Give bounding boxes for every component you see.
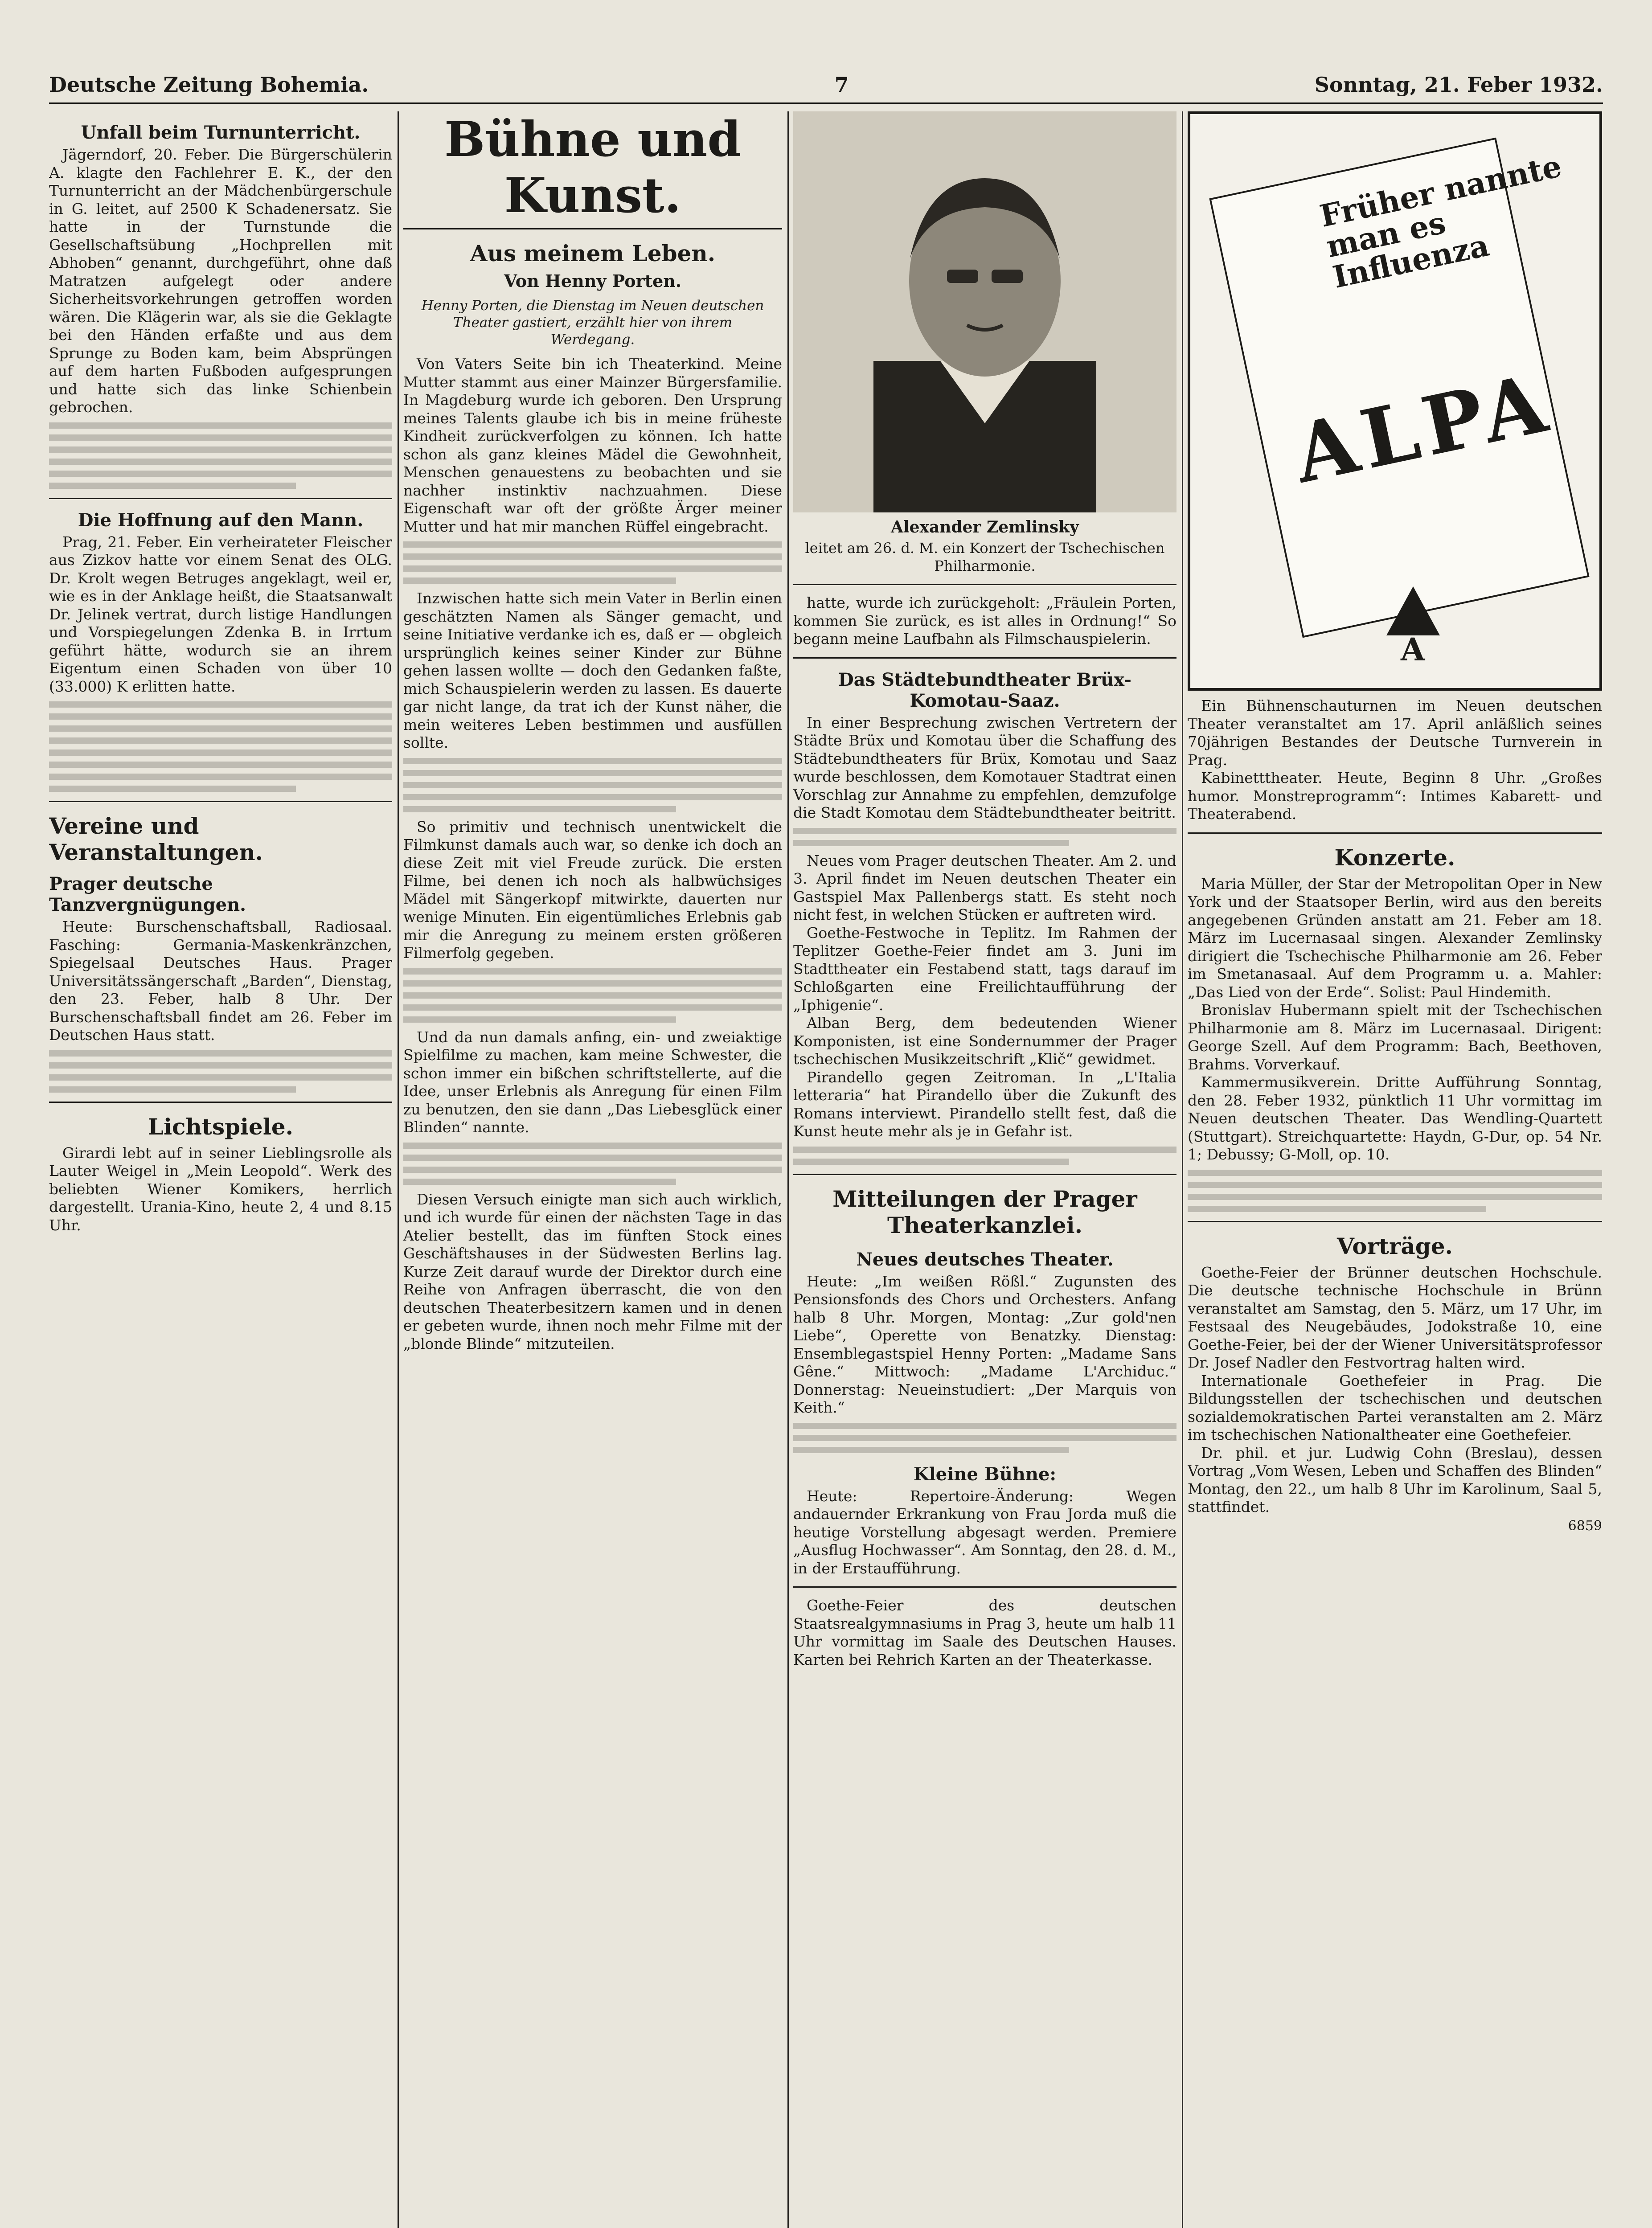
section-heading-mitteilungen: Mitteilungen der Prager Theaterkanzlei. [832,1185,1137,1238]
lecture-item: Dr. phil. et jur. Ludwig Cohn (Breslau), dessen Vortrag „Vom Wesen, Leben und Schaffen des Blinden“ Montag, den 22., um halb 8 Uhr im Karolinum, Saal 5, stattfindet. [1188,1444,1602,1515]
text-line [49,483,296,489]
text-line [403,1016,676,1023]
article-text-vereine: Heute: Burschenschaftsball, Radiosaal. Fasching: Germania-Maskenkränzchen, Spiegelsaal Deutsches Haus. Prager Universitätssängerschaft „Barden“, Dienstag, den 23. Feber, halb 8 Uhr. Der Burschenschaftsball findet am 26. Feber im Deutschen Haus statt. [49,918,392,1044]
concert-item: Maria Müller, der Star der Metropolitan Oper in New York und der Staatsoper Berlin, wird aus den bereits angegebenen Gründen anstatt am 21. Feber am 18. März im Lucernasaal singen. Alexander Zemlinsky dirigiert die Tschechische Philharmonie am 26. Feber im Smetanasaal. Auf dem Programm u. a. Mahler: „Das Lied von der Erde“. Solist: Paul Hindemith. [1188,875,1602,1001]
text-line [403,992,782,999]
ad-logo-icon [1386,586,1440,635]
advertisement [1188,111,1602,691]
issue-date: Sonntag, 21. Feber 1932. [1314,73,1603,97]
text-line [403,541,782,548]
text-line [403,758,782,764]
divider [49,801,392,802]
divider [49,498,392,499]
text-line [49,1062,392,1069]
text-line [49,713,392,720]
text-line [793,840,1069,846]
column-rule [1182,111,1183,2228]
text-line [403,1143,782,1149]
portrait-photo [793,111,1176,512]
text-line [793,1159,1069,1165]
text-line [49,1086,296,1093]
article-paragraph: Und da nun damals anfing, ein- und zweiaktige Spielfilme zu machen, kam meine Schwester, die schon immer ein bißchen schriftstellerte, auf die Idee, unser Erlebnis als Anregung für einen Film zu benutzen, den sie dann „Das Liebesglück einer Blinden“ nannte. [403,1028,782,1136]
text-line [1188,1182,1602,1188]
article-text-hoffnung: Prag, 21. Feber. Ein verheirateter Fleischer aus Zizkov hatte vor einem Senat des OLG. Dr. Krolt wegen Betruges angeklagt, weil er, wie es in der Anklage heißt, die Staatsanwalt Dr. Jelinek vertrat, durch listige Handlungen und Vorspiegelungen Zdenka B. in Irrtum geführt hätte, wodurch sie an ihrem Eigentum einen Schaden von über 10 (33.000) K erlitten hatte. [49,533,392,695]
divider [793,1174,1176,1175]
news-item: Goethe-Feier des deutschen Staatsrealgymnasiums in Prag 3, heute um halb 11 Uhr vormittag im Saale des Deutschen Hauses. Karten bei Rehrich Karten an der Theaterkasse. [793,1597,1176,1668]
section-heading-lichtspiele: Lichtspiele. [148,1113,294,1140]
concert-item: Kammermusikverein. Dritte Aufführung Sonntag, den 28. Feber 1932, pünktlich 11 Uhr vormittag im Neuen deutschen Theater. Das Wendling-Quartett (Stuttgart). Streichquartette: Haydn, G-Dur, op. 54 Nr. 1; Debussy; G-Moll, op. 10. [1188,1073,1602,1163]
text-line [403,980,782,987]
text-line [403,1179,676,1185]
text-line [49,786,296,792]
text-line [403,806,676,812]
article-paragraph: Diesen Versuch einigte man sich auch wirklich, und ich wurde für einen der nächsten Tage in das Atelier bestellt, das im fünften Stock eines Geschäftshauses in der Südwesten Berlins lag. Kurze Zeit darauf wurde der Direktor durch eine Reihe von Anfragen überrascht, die von den deutschen Theaterbesitzern kamen und in denen er gebeten wurde, ihnen noch mehr Filme mit der „blonde Blinde“ mitzuteilen. [403,1190,782,1352]
subheading-kleine-buehne: Kleine Bühne: [913,1463,1057,1485]
text-line [403,770,782,776]
text-line [49,459,392,465]
news-item: Alban Berg, dem bedeutenden Wiener Komponisten, ist eine Sondernummer der Prager tschechischen Musikzeitschrift „Klič“ gewidmet. [793,1014,1176,1068]
article-heading-hoffnung: Die Hoffnung auf den Mann. [78,509,364,531]
article-heading-staedtebund: Das Städtebundtheater Brüx-Komotau-Saaz. [838,669,1131,711]
column-4 [1188,111,1602,2228]
article-paragraph: Inzwischen hatte sich mein Vater in Berlin einen geschätzten Namen als Sänger gemacht, und seine Initiative verdanke ich es, daß er — obgleich ursprünglich keines seiner Kinder zur Bühne gehen lassen wollte — doch den Gedanken faßte, mich Schauspielerin werden zu lassen. Es dauerte gar nicht lange, da trat ich der Kunst näher, die mein weiteres Leben bestimmen und ausfüllen sollte. [403,590,782,751]
text-line [793,1435,1176,1441]
text-line [49,1050,392,1057]
section-heading-vortraege: Vorträge. [1337,1233,1453,1259]
text-line [49,446,392,453]
article-text-lichtspiele: Girardi lebt auf in seiner Lieblingsrolle als Lauter Weigel in „Mein Leopold“. Werk des beliebten Wiener Komikers, herrlich dargestellt. Urania-Kino, heute 2, 4 und 8.15 Uhr. [49,1144,392,1234]
portrait-image [793,111,1176,512]
text-line [403,968,782,975]
column-1 [49,111,392,2228]
article-heading-unfall: Unfall beim Turnunterricht. [81,122,361,143]
column-rule [787,111,789,2228]
text-line [403,1155,782,1161]
text-line [49,434,392,441]
lecture-item: Goethe-Feier der Brünner deutschen Hochschule. Die deutsche technische Hochschule in Brünn veranstaltet am Samstag, den 5. März, um 17 Uhr, im Festsaal des Neugebäudes, Jodokstraße 10, eine Goethe-Feier, bei der der Wiener Universitätsprofessor Dr. Josef Nadler den Festvortrag halten wird. [1188,1263,1602,1371]
divider [49,1102,392,1103]
ad-reference-number: 6859 [1568,1518,1602,1534]
section-heading-konzerte: Konzerte. [1334,844,1455,871]
text-line [403,1167,782,1173]
subheading-neues-theater: Neues deutsches Theater. [856,1249,1114,1270]
article-text-staedtebund: In einer Besprechung zwischen Vertretern der Städte Brüx und Komotau über die Schaffung des Städtebundtheaters für Brüx, Komotau und Saaz wurde beschlossen, dem Komotauer Stadtrat einen Vorschlag zur Annahme zu empfehlen, demzufolge die Stadt Komotau dem Städtebundtheater beitritt. [793,713,1176,821]
text-line [49,422,392,429]
article-continuation: hatte, wurde ich zurückgeholt: „Fräulein Porten, kommen Sie zurück, es ist alles in Ordnung!“ So begann meine Laufbahn als Filmschauspielerin. [793,594,1176,647]
text-line [403,565,782,572]
text-line [793,828,1176,834]
article-title: Aus meinem Leben. [470,240,716,266]
news-item: Kabinetttheater. Heute, Beginn 8 Uhr. „Großes humor. Monstreprogramm“: Intimes Kabarett- und Theaterabend. [1188,769,1602,823]
article-paragraph: So primitiv und technisch unentwickelt die Filmkunst damals auch war, so denke ich doch an diese Zeit mit viel Freude zurück. Die ersten Filme, bei denen ich noch als halbwüchsiges Mädel mit Sängerkopf mitwirkte, dauerten nur wenige Minuten. Ein eigentümliches Erlebnis gab mir die Anregung zu meinem ersten größeren Filmerfolg gegeben. [403,818,782,962]
divider [1188,1221,1602,1222]
divider [793,584,1176,585]
article-intro: Henny Porten, die Dienstag im Neuen deutschen Theater gastiert, erzählt hier von ihrem Werdegang. [421,298,764,348]
text-line [403,553,782,560]
newspaper-name: Deutsche Zeitung Bohemia. [49,73,369,97]
page-number: 7 [834,73,849,97]
divider [793,657,1176,659]
concert-item: Bronislav Hubermann spielt mit der Tschechischen Philharmonie am 8. März im Lucernasaal. Dirigent: George Szell. Auf dem Programm: Bach, Beethoven, Brahms. Vorverkauf. [1188,1001,1602,1073]
divider [1188,832,1602,834]
section-heading-vereine: Vereine und Veranstaltungen. [49,813,263,865]
text-line [1188,1194,1602,1200]
news-item: Pirandello gegen Zeitroman. In „L'Italia letteraria“ hat Pirandello über die Zukunft des Romans interviewt. Pirandello stellt fest, daß die Kunst heute mehr als je in Gefahr ist. [793,1068,1176,1140]
ad-headline: Früher nannte man es Influenza [1316,148,1565,295]
text-line [49,774,392,780]
photo-caption-name: Alexander Zemlinsky [891,518,1079,537]
section-headline: Bühne und Kunst. [403,111,782,229]
text-line [49,737,392,744]
news-item: Neues vom Prager deutschen Theater. Am 2. und 3. April findet im Neuen deutschen Theater ein Gastspiel Max Pallenbergs statt. Es steht noch nicht fest, in welchen Stücken er auftreten wird. [793,852,1176,923]
text-line [793,1447,1069,1453]
article-text-unfall: Jägerndorf, 20. Feber. Die Bürgerschülerin A. klagte den Fachlehrer E. K., der den Turnunterricht an der Mädchenbürgerschule in G. leitet, auf 2500 K Schadenersatz. Sie hatte in der Turnstunde die Gesellschaftsübung „Hochprellen mit Abhoben“ genannt, durchgeführt, ohne daß Matratzen aufgelegt oder andere Sicherheitsvorkehrungen getroffen worden wären. Die Klägerin war, als sie die Geklagte bei den Händen erfaßte und aus dem Sprunge zu Boden kam, beim Absprüngen auf dem harten Fußboden aufgesprungen und hatte sich das linke Schienbein gebrochen. [49,146,392,416]
text-line [49,471,392,477]
text-line [49,1074,392,1081]
text-line [403,1004,782,1011]
column-2 [403,111,782,2228]
lecture-item: Internationale Goethefeier in Prag. Die Bildungsstellen der tschechischen und deutschen sozialdemokratischen Partei veranstalten am 2. März im tschechischen Nationaltheater eine Goethefeier. [1188,1372,1602,1443]
ad-logo-letter: A [1401,631,1425,668]
text-line [49,725,392,732]
divider [793,1586,1176,1588]
theater-schedule: Heute: Repertoire-Änderung: Wegen andauernder Erkrankung von Frau Jorda muß die heutige Vorstellung abgesagt werden. Premiere „Ausflug Hochwasser“. Am Sonntag, den 28. d. M., in der Erstaufführung. [793,1487,1176,1577]
theater-schedule: Heute: „Im weißen Rößl.“ Zugunsten des Pensionsfonds des Chors und Orchesters. Anfang halb 8 Uhr. Morgen, Montag: „Zur gold'nen Liebe“, Operette von Benatzky. Dienstag: Ensemblegastspiel Henny Porten: „Madame Sans Gêne.“ Mittwoch: „Madame L'Archiduc.“ Donnerstag: Neueinstudiert: „Der Marquis von Keith.“ [793,1272,1176,1416]
text-line [49,762,392,768]
subheading-tanz: Prager deutsche Tanzvergnügungen. [49,873,246,915]
column-3 [793,111,1176,2228]
text-line [49,749,392,756]
article-byline: Von Henny Porten. [504,271,682,291]
text-line [403,782,782,788]
text-line [1188,1206,1486,1212]
ad-brand: ALPA [1286,355,1560,502]
photo-caption: leitet am 26. d. M. ein Konzert der Tschechischen Philharmonie. [805,540,1165,574]
article-paragraph: Von Vaters Seite bin ich Theaterkind. Meine Mutter stammt aus einer Mainzer Bürgersfamilie. In Magdeburg wurde ich geboren. Den Ursprung meines Talents glaube ich bis in meine früheste Kindheit zurückverfolgen zu können. Ich hatte schon als ganz kleines Mädel die Gewohnheit, Menschen genauestens zu beobachten und sie nachher instinktiv nachzuahmen. Diese Eigenschaft war oft der größte Ärger meiner Mutter und hat mir manchen Rüffel eingebracht. [403,355,782,535]
news-item: Goethe-Festwoche in Teplitz. Im Rahmen der Teplitzer Goethe-Feier findet am 3. Juni im Stadttheater ein Festabend statt, tags darauf im Schloßgarten eine Freilichtaufführung der „Iphigenie“. [793,924,1176,1014]
news-item: Ein Bühnenschauturnen im Neuen deutschen Theater veranstaltet am 17. April anläßlich seines 70jährigen Bestandes der Deutsche Turnverein in Prag. [1188,697,1602,769]
text-line [1188,1170,1602,1176]
column-rule [398,111,399,2228]
text-line [403,794,782,800]
text-line [49,701,392,708]
text-line [403,577,676,584]
text-line [793,1147,1176,1153]
page-header [49,67,1603,104]
text-line [793,1423,1176,1429]
